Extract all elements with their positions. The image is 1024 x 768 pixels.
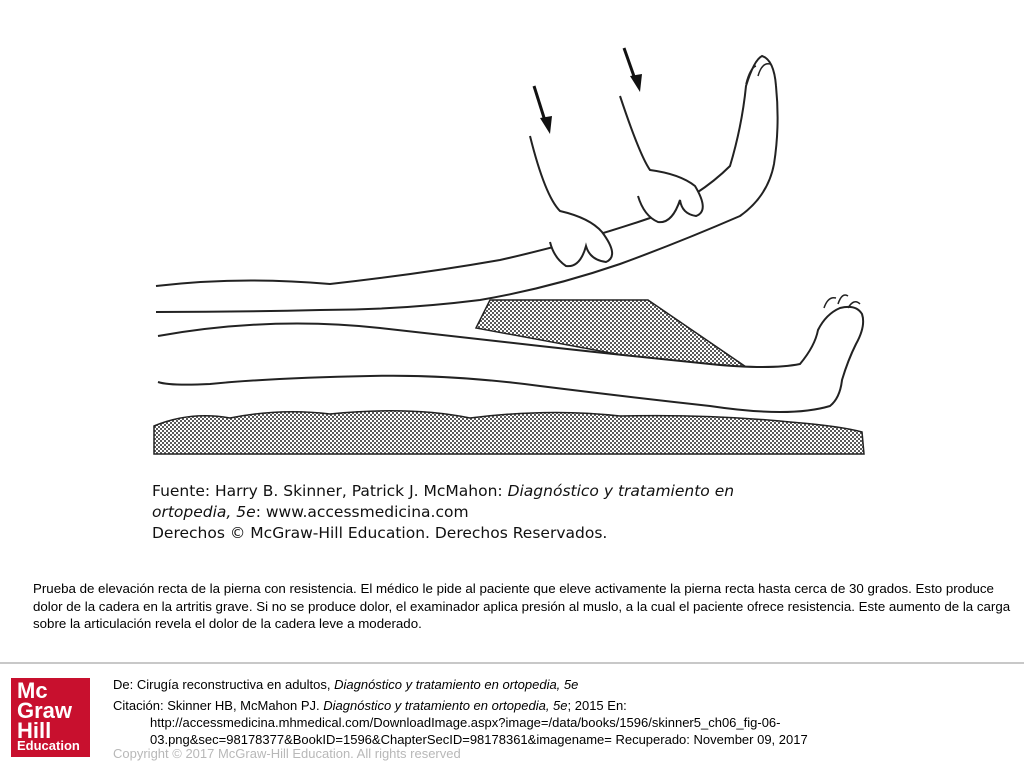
publisher-logo: Mc Graw Hill Education xyxy=(11,678,90,757)
citation: Citación: Skinner HB, McMahon PJ. Diagnóstico y tratamiento en ortopedia, 5e; 2015 En: http://accessmedicina.mhmedical.com/DownloadImage.aspx?image=/data/books/1596/skinner5_ch06_fig-06-03.png&sec=98178377&BookID=1596&ChapterSecID=98178361&imagename= Recuperado: November 09, 2017 xyxy=(113,697,903,748)
credit-line: Derechos © McGraw-Hill Education. Derechos Reservados. xyxy=(152,524,608,542)
credit-line: ortopedia, 5e: www.accessmedicina.com xyxy=(152,503,469,521)
figure-image xyxy=(150,46,870,543)
figure-caption: Prueba de elevación recta de la pierna con resistencia. El médico le pide al paciente que eleve activamente la pierna recta hasta cerca de 30 grados. Esto produce dolor de la cadera en la artritis grave. Si no se produce dolor, el examinador aplica presión al muslo, a la cual el paciente ofrece resistencia. Este aumento de la carga sobre la articulación revela el dolor de la cadera leve a moderado. xyxy=(33,581,1011,631)
leg-raise-illustration xyxy=(150,46,870,543)
copyright-notice: Copyright © 2017 McGraw-Hill Education. All rights reserved xyxy=(113,746,461,761)
source-reference: De: Cirugía reconstructiva en adultos, Diagnóstico y tratamiento en ortopedia, 5e xyxy=(113,677,579,692)
citation-url[interactable]: http://accessmedicina.mhmedical.com/DownloadImage.aspx?image=/data/books/1596/skinner5_ch06_fig-06-03.png&sec=98178377&BookID=1596&ChapterSecID=98178361&imagename= Recuperado: November 09, 2017 xyxy=(150,715,808,747)
figure-source-credit xyxy=(152,481,868,544)
credit-line: Fuente: Harry B. Skinner, Patrick J. McMahon: Diagnóstico y tratamiento en xyxy=(152,482,735,500)
divider xyxy=(0,662,1024,664)
